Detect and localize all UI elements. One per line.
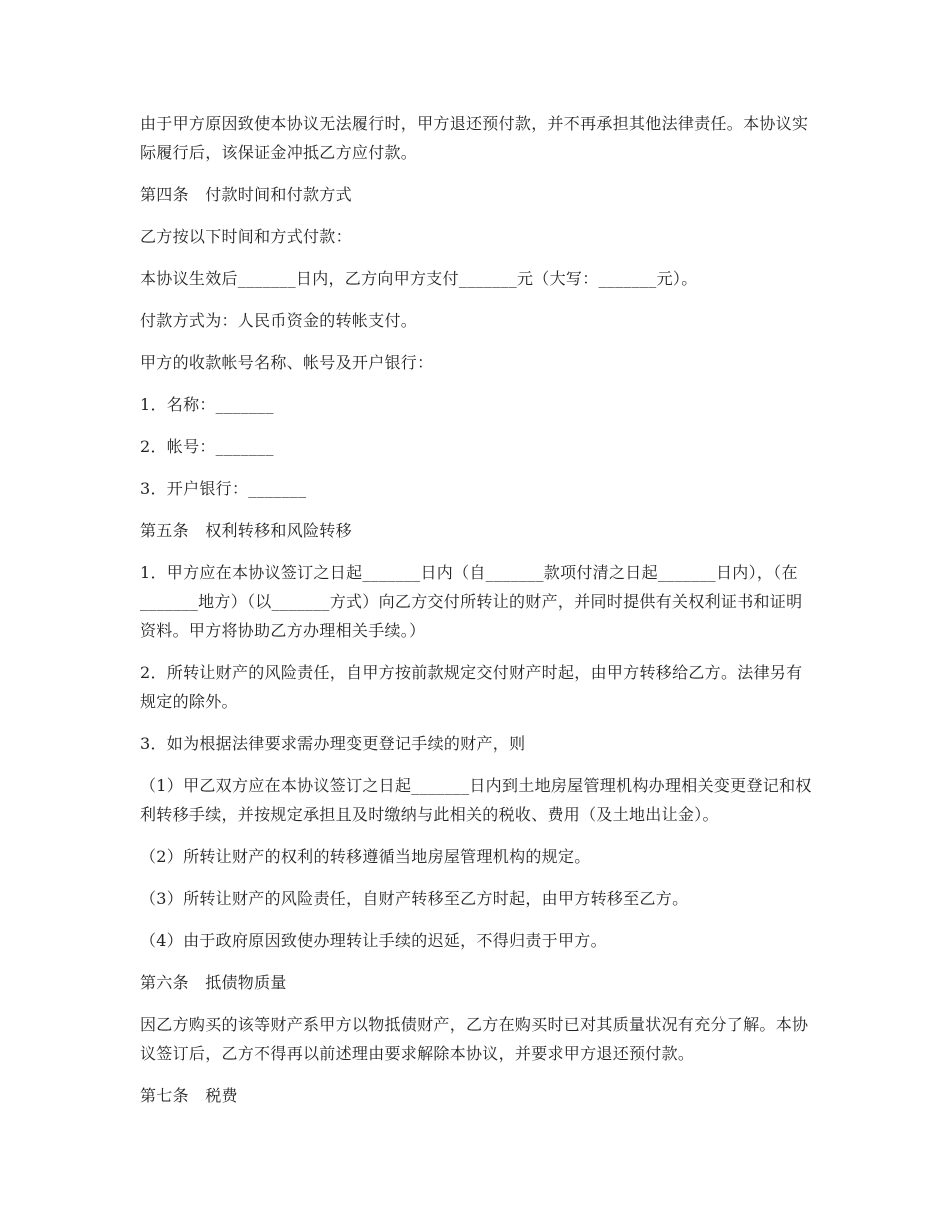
paragraph-registration-4: （4）由于政府原因致使办理转让手续的迟延，不得归责于甲方。 [140,931,607,950]
paragraph-deposit-offset: 由于甲方原因致使本协议无法履行时，甲方退还预付款，并不再承担其他法律责任。本协议实际履行后，该保证金冲抵乙方应付款。 [140,114,809,162]
paragraph-registration-2: （2）所转让财产的权利的转移遵循当地房屋管理机构的规定。 [140,847,591,866]
paragraph-registration-intro: 3．如为根据法律要求需办理变更登记手续的财产，则 [140,734,526,753]
heading-article-7: 第七条 税费 [140,1086,238,1105]
paragraph-risk-transfer: 2．所转让财产的风险责任，自甲方按前款规定交付财产时起，由甲方转移给乙方。法律另有规定的除外。 [140,663,803,711]
heading-article-5: 第五条 权利转移和风险转移 [140,521,352,540]
paragraph-delivery: 1．甲方应在本协议签订之日起_______日内（自_______款项付清之日起_______日内），（在_______地方）（以_______方式）向乙方交付所转让的财产，并同时提供有关权利证书和证明资料。甲方将协助乙方办理相关手续。） [140,563,803,640]
list-item-account-name: 1．名称：_______ [140,395,274,414]
paragraph-payment-intro: 乙方按以下时间和方式付款： [140,227,352,246]
list-item-bank: 3．开户银行：_______ [140,479,307,498]
paragraph-registration-3: （3）所转让财产的风险责任，自财产转移至乙方时起，由甲方转移至乙方。 [140,889,689,908]
list-item-account-number: 2．帐号：_______ [140,437,274,456]
paragraph-payment-method: 付款方式为：人民币资金的转帐支付。 [140,311,418,330]
heading-article-6: 第六条 抵债物质量 [140,973,287,992]
paragraph-account-intro: 甲方的收款帐号名称、帐号及开户银行： [140,353,434,372]
paragraph-registration-1: （1）甲乙双方应在本协议签订之日起_______日内到土地房屋管理机构办理相关变更登记和权利转移手续，并按规定承担且及时缴纳与此相关的税收、费用（及土地出让金）。 [140,776,812,824]
paragraph-payment-amount: 本协议生效后_______日内，乙方向甲方支付_______元（大写：_______元）。 [140,269,698,288]
paragraph-quality: 因乙方购买的该等财产系甲方以物抵债财产，乙方在购买时已对其质量状况有充分了解。本协议签订后，乙方不得再以前述理由要求解除本协议，并要求甲方退还预付款。 [140,1015,809,1063]
document-page [140,109,812,1123]
heading-article-4: 第四条 付款时间和付款方式 [140,185,352,204]
